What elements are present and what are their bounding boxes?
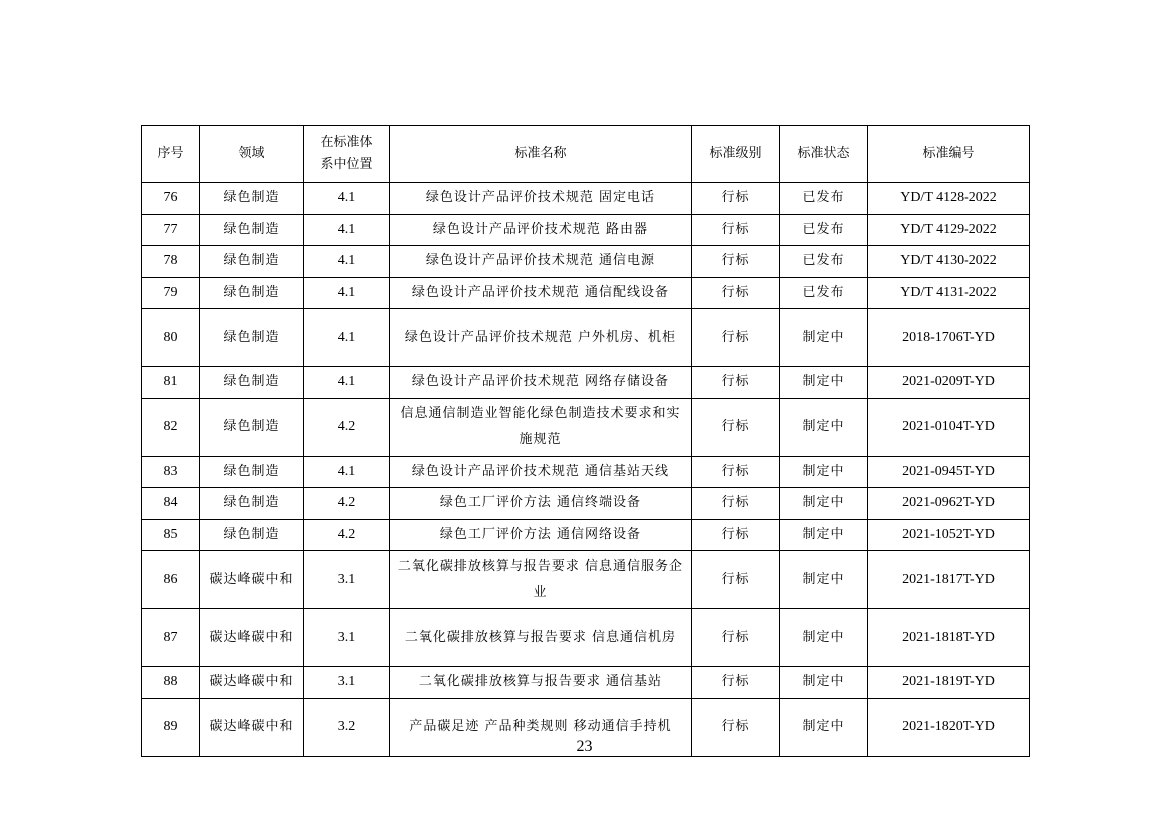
cell-code: 2021-1818T-YD bbox=[868, 609, 1030, 667]
cell-level: 行标 bbox=[692, 698, 780, 756]
cell-name: 绿色设计产品评价技术规范 路由器 bbox=[390, 214, 692, 246]
cell-domain: 绿色制造 bbox=[200, 456, 304, 488]
cell-name: 绿色设计产品评价技术规范 户外机房、机柜 bbox=[390, 309, 692, 367]
cell-level: 行标 bbox=[692, 183, 780, 215]
cell-position: 3.1 bbox=[304, 667, 390, 699]
table-row bbox=[142, 667, 1030, 699]
cell-domain: 绿色制造 bbox=[200, 246, 304, 278]
header-position: 在标准体系中位置 bbox=[304, 126, 390, 183]
page-number: 23 bbox=[576, 738, 593, 755]
cell-position: 3.1 bbox=[304, 551, 390, 609]
header-status: 标准状态 bbox=[780, 126, 868, 183]
cell-seq: 80 bbox=[142, 309, 200, 367]
cell-domain: 绿色制造 bbox=[200, 277, 304, 309]
cell-domain: 绿色制造 bbox=[200, 309, 304, 367]
table-row bbox=[142, 456, 1030, 488]
cell-domain: 绿色制造 bbox=[200, 398, 304, 456]
cell-status: 已发布 bbox=[780, 214, 868, 246]
cell-code: 2021-1819T-YD bbox=[868, 667, 1030, 699]
cell-seq: 89 bbox=[142, 698, 200, 756]
table-row bbox=[142, 488, 1030, 520]
cell-name: 绿色设计产品评价技术规范 网络存储设备 bbox=[390, 367, 692, 399]
table-row bbox=[142, 214, 1030, 246]
cell-position: 3.2 bbox=[304, 698, 390, 756]
cell-status: 已发布 bbox=[780, 277, 868, 309]
cell-level: 行标 bbox=[692, 609, 780, 667]
cell-name: 二氧化碳排放核算与报告要求 信息通信服务企业 bbox=[390, 551, 692, 609]
header-code: 标准编号 bbox=[868, 126, 1030, 183]
cell-code: 2021-0104T-YD bbox=[868, 398, 1030, 456]
cell-status: 制定中 bbox=[780, 456, 868, 488]
cell-name: 产品碳足迹 产品种类规则 移动通信手持机 bbox=[390, 698, 692, 756]
cell-code: 2021-0945T-YD bbox=[868, 456, 1030, 488]
cell-domain: 绿色制造 bbox=[200, 367, 304, 399]
table-row bbox=[142, 183, 1030, 215]
cell-position: 3.1 bbox=[304, 609, 390, 667]
table-row bbox=[142, 309, 1030, 367]
cell-domain: 绿色制造 bbox=[200, 214, 304, 246]
cell-code: YD/T 4129-2022 bbox=[868, 214, 1030, 246]
cell-seq: 78 bbox=[142, 246, 200, 278]
cell-level: 行标 bbox=[692, 367, 780, 399]
cell-seq: 76 bbox=[142, 183, 200, 215]
header-domain: 领域 bbox=[200, 126, 304, 183]
cell-level: 行标 bbox=[692, 309, 780, 367]
cell-code: 2021-1817T-YD bbox=[868, 551, 1030, 609]
cell-seq: 77 bbox=[142, 214, 200, 246]
cell-domain: 绿色制造 bbox=[200, 488, 304, 520]
cell-code: 2021-1820T-YD bbox=[868, 698, 1030, 756]
cell-name: 绿色工厂评价方法 通信终端设备 bbox=[390, 488, 692, 520]
table-row bbox=[142, 398, 1030, 456]
cell-name: 二氧化碳排放核算与报告要求 信息通信机房 bbox=[390, 609, 692, 667]
cell-status: 制定中 bbox=[780, 667, 868, 699]
cell-seq: 82 bbox=[142, 398, 200, 456]
cell-seq: 85 bbox=[142, 519, 200, 551]
cell-level: 行标 bbox=[692, 667, 780, 699]
table-row bbox=[142, 519, 1030, 551]
cell-position: 4.2 bbox=[304, 519, 390, 551]
cell-position: 4.1 bbox=[304, 246, 390, 278]
cell-position: 4.1 bbox=[304, 367, 390, 399]
cell-status: 制定中 bbox=[780, 398, 868, 456]
standards-table bbox=[141, 125, 1030, 757]
cell-seq: 83 bbox=[142, 456, 200, 488]
table-row bbox=[142, 367, 1030, 399]
table-body bbox=[142, 183, 1030, 757]
cell-level: 行标 bbox=[692, 398, 780, 456]
cell-code: 2021-1052T-YD bbox=[868, 519, 1030, 551]
cell-position: 4.2 bbox=[304, 488, 390, 520]
table-row bbox=[142, 277, 1030, 309]
cell-status: 制定中 bbox=[780, 519, 868, 551]
cell-seq: 84 bbox=[142, 488, 200, 520]
cell-status: 制定中 bbox=[780, 551, 868, 609]
cell-code: YD/T 4131-2022 bbox=[868, 277, 1030, 309]
cell-name: 信息通信制造业智能化绿色制造技术要求和实施规范 bbox=[390, 398, 692, 456]
cell-name: 绿色设计产品评价技术规范 固定电话 bbox=[390, 183, 692, 215]
cell-domain: 碳达峰碳中和 bbox=[200, 551, 304, 609]
cell-seq: 88 bbox=[142, 667, 200, 699]
cell-status: 制定中 bbox=[780, 309, 868, 367]
cell-domain: 碳达峰碳中和 bbox=[200, 609, 304, 667]
cell-seq: 87 bbox=[142, 609, 200, 667]
cell-domain: 碳达峰碳中和 bbox=[200, 667, 304, 699]
cell-status: 制定中 bbox=[780, 609, 868, 667]
cell-position: 4.1 bbox=[304, 456, 390, 488]
table-header bbox=[142, 126, 1030, 183]
cell-seq: 81 bbox=[142, 367, 200, 399]
cell-seq: 86 bbox=[142, 551, 200, 609]
table-row bbox=[142, 551, 1030, 609]
cell-level: 行标 bbox=[692, 551, 780, 609]
cell-level: 行标 bbox=[692, 214, 780, 246]
header-name: 标准名称 bbox=[390, 126, 692, 183]
cell-name: 二氧化碳排放核算与报告要求 通信基站 bbox=[390, 667, 692, 699]
cell-level: 行标 bbox=[692, 488, 780, 520]
cell-name: 绿色设计产品评价技术规范 通信基站天线 bbox=[390, 456, 692, 488]
cell-status: 制定中 bbox=[780, 488, 868, 520]
cell-code: 2018-1706T-YD bbox=[868, 309, 1030, 367]
cell-code: 2021-0962T-YD bbox=[868, 488, 1030, 520]
cell-status: 已发布 bbox=[780, 246, 868, 278]
cell-status: 制定中 bbox=[780, 367, 868, 399]
cell-domain: 绿色制造 bbox=[200, 519, 304, 551]
cell-status: 已发布 bbox=[780, 183, 868, 215]
cell-seq: 79 bbox=[142, 277, 200, 309]
cell-position: 4.2 bbox=[304, 398, 390, 456]
cell-level: 行标 bbox=[692, 519, 780, 551]
cell-code: YD/T 4130-2022 bbox=[868, 246, 1030, 278]
table-row bbox=[142, 246, 1030, 278]
cell-level: 行标 bbox=[692, 456, 780, 488]
cell-level: 行标 bbox=[692, 277, 780, 309]
cell-position: 4.1 bbox=[304, 214, 390, 246]
header-level: 标准级别 bbox=[692, 126, 780, 183]
cell-code: YD/T 4128-2022 bbox=[868, 183, 1030, 215]
cell-status: 制定中 bbox=[780, 698, 868, 756]
cell-level: 行标 bbox=[692, 246, 780, 278]
cell-domain: 绿色制造 bbox=[200, 183, 304, 215]
header-seq: 序号 bbox=[142, 126, 200, 183]
cell-position: 4.1 bbox=[304, 277, 390, 309]
cell-position: 4.1 bbox=[304, 309, 390, 367]
cell-name: 绿色工厂评价方法 通信网络设备 bbox=[390, 519, 692, 551]
cell-position: 4.1 bbox=[304, 183, 390, 215]
cell-name: 绿色设计产品评价技术规范 通信配线设备 bbox=[390, 277, 692, 309]
cell-name: 绿色设计产品评价技术规范 通信电源 bbox=[390, 246, 692, 278]
table-row bbox=[142, 609, 1030, 667]
cell-domain: 碳达峰碳中和 bbox=[200, 698, 304, 756]
cell-code: 2021-0209T-YD bbox=[868, 367, 1030, 399]
